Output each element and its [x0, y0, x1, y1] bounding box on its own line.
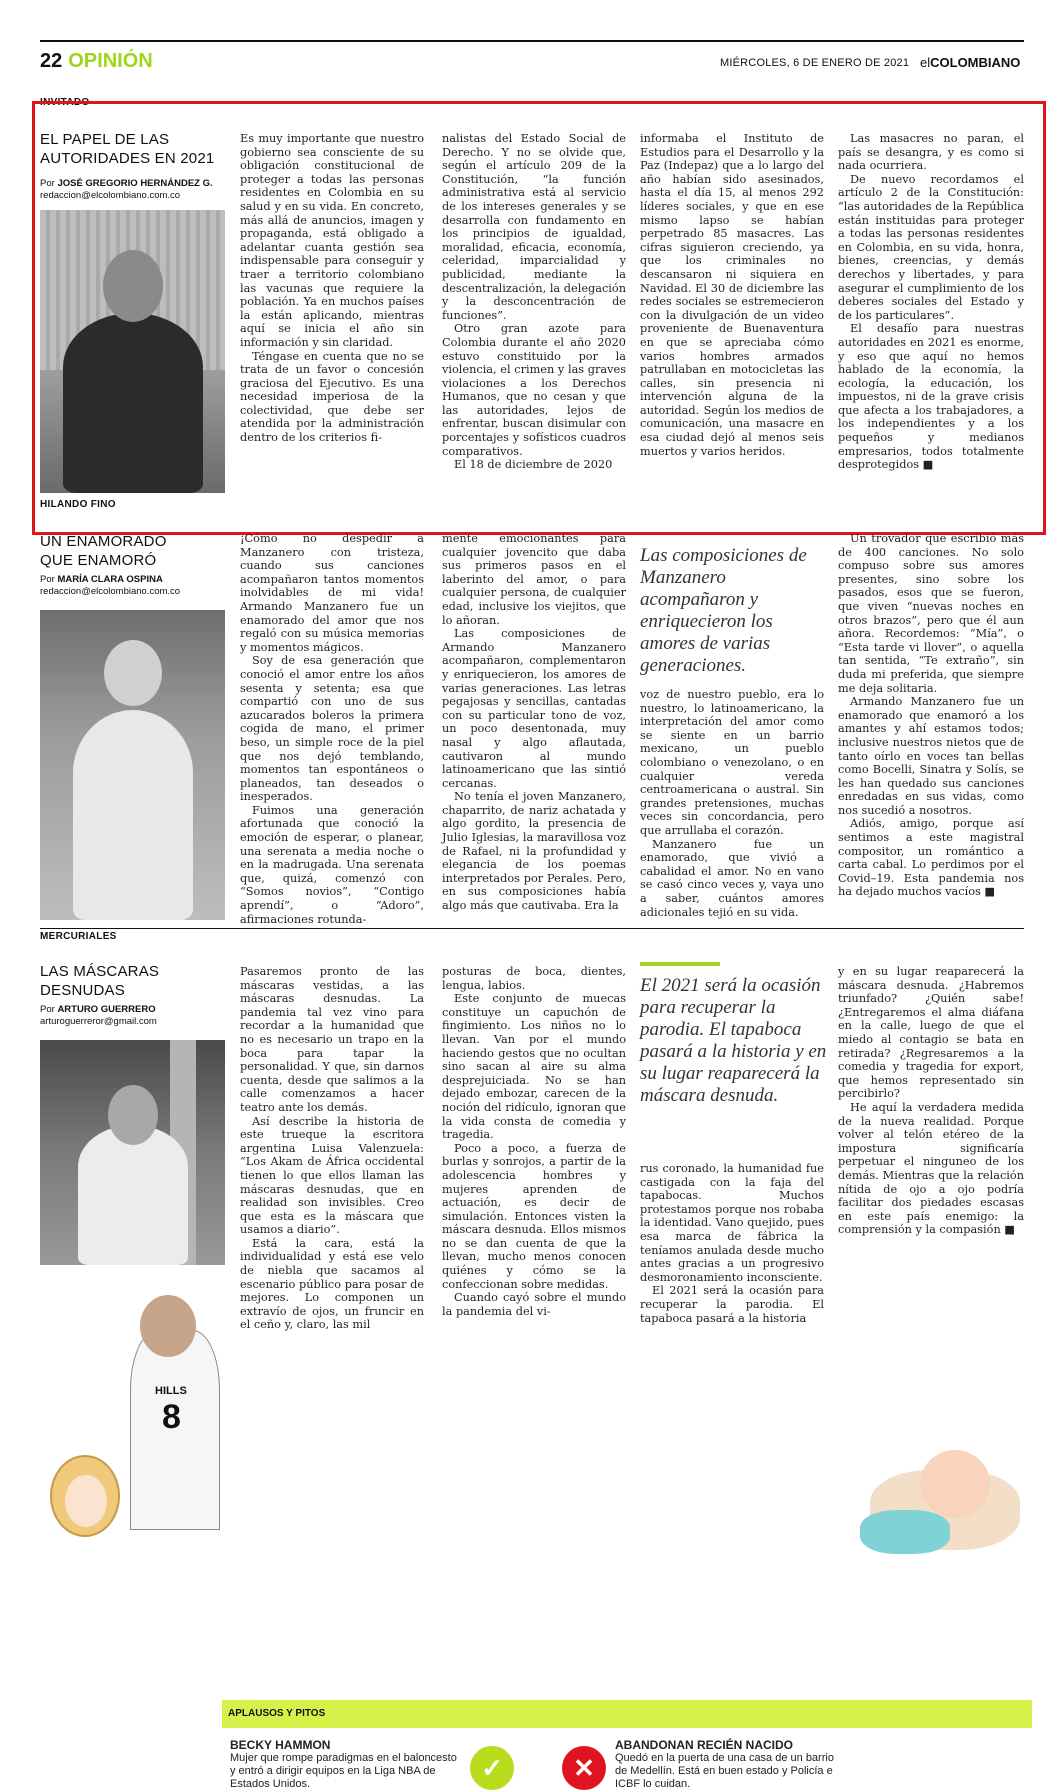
article-2-column-2: mente emocionantes para cualquier jovencito que daba sus primeros pasos en el laberinto del amor, o para cualquier persona, de cualquier edad, inclusive los viejitos, que lo añoran. Las composiciones de Armando Manzanero acompañaron, complementaron y enriquecieron, los amores de varias generaciones. Las letras pegajosas y sencillas, cantadas con su particular tono de voz, un poco desentonada, muy nasal y algo aflautada, cautivaron al mundo latinoamericano que las sintió cercanas. No tenía el joven Manzanero, chaparrito, de nariz achatada y algo gordito, la presencia de Julio Iglesias, la maravillosa voz de Rafael, ni la profundidad y elegancia de los poemas interpretados por Perales. Pero, en sus composiciones había algo más que cautivaba. Era la — [442, 532, 626, 913]
article-1-column-2: nalistas del Estado Social de Derecho. Y no se olvide que, según el artículo 209 de la Constitución, “la función administrativa está al servicio de los intereses generales y se desarrolla con fundamento en los principios de igualdad, moralidad, eficacia, economía, celeridad, imparcialidad y publicidad, mediante la descentralización, la delegación y la desconcentración de funciones”. Otro gran azote para Colombia durante el año 2020 estuvo constituido por la violencia, el crimen y las graves violaciones a los Derechos Humanos, que no cesan y que las autoridades, lejos de enfrentar, buscan disimular con porcentajes y sofísticos cuadros comparativos. El 18 de diciembre de 2020 — [442, 132, 626, 472]
article-1-column-3: informaba el Instituto de Estudios para el Desarrollo y la Paz (Indepaz) que a lo largo del año habían sido asesinados, hasta el día 15, al menos 292 líderes sociales, y que en ese mismo lapso se habían perpetrado 85 masacres. Las cifras siguieron creciendo, ya que los criminales no descansaron ni siquiera en Navidad. El 30 de diciembre las redes sociales se estremecieron con la divulgación de un video proveniente de Buenaventura en que se apreciaba cómo varios hombres armados patrullaban en motocicletas las calles, sin presencia ni intervención alguna de la autoridad. Según los medios de comunicación, una masacre en esa ciudad dejó al menos seis muertos y varios heridos. — [640, 132, 824, 458]
article-3-column-4: y en su lugar reaparecerá la máscara desnuda. ¿Habremos triunfado? ¿Quién sabe! ¿Entregaremos el alma diáfana en la calle, luego de que el miedo al contagio se bata en retirada? ¿Regresaremos a la comedia y tragedia for export, que hemos representado sin percibirlo? He aquí la verdadera medida de la nueva realidad. Porque volver al telón etéreo de la impostura significaría perpetuar el ninguneo de los demás. Mientras que la relación nítida de ojo a ojo podría facilitar dos piedades escasas en este país enemigo: la comprensión y la compasión ■ — [838, 965, 1024, 1237]
illustration-becky — [40, 1385, 220, 1554]
aplausos-label: APLAUSOS Y PITOS — [228, 1708, 326, 1719]
article-2-byline: Por MARÍA CLARA OSPINA redaccion@elcolombiano.com.co — [40, 574, 235, 598]
article-1-headline: EL PAPEL DE LAS AUTORIDADES EN 2021 — [40, 131, 215, 167]
article-2-column-1: ¡Cómo no despedir a Manzanero con tristeza, cuando sus canciones acompañaron tantos momentos inolvidables de mi vida! Armando Manzanero fue un enamorado del amor que nos regaló con su música memorias y momentos mágicos. Soy de esa generación que conoció el amor entre los años sesenta y setenta; esa que compartió con uno de sus azucarados boleros la primera cogida de mano, el primer beso, un simple roce de la piel que nos dejó temblando, momentos tan espontáneos o planeados, tan deseados o inesperados. Fuimos una generación afortunada que conoció la emoción de esperar, o planear, una serenata a media noche o en la madrugada. Una serenata que, quizá, comenzó con “Somos novios”, “Contigo aprendí”, o “Adoro”, afirmaciones rotunda- — [240, 532, 424, 926]
aplausos-bar — [222, 1700, 1032, 1728]
check-icon: ✓ — [470, 1746, 514, 1790]
illustration-baby — [860, 1440, 1030, 1554]
pito-item: ABANDONAN RECIÉN NACIDO Quedó en la puerta de una casa de un barrio de Medellín. Está en buen estado y Policía e ICBF lo cuidan. — [615, 1738, 834, 1790]
pull-quote: Las composiciones de Manzanero acompañaron y enriquecieron los amores de varias generaciones. — [640, 545, 807, 676]
jersey-text: HILLS — [155, 1385, 187, 1397]
section-title: OPINIÓN — [68, 50, 153, 72]
article-3-column-2: posturas de boca, dientes, lengua, labios. Este conjunto de muecas constituye un capuchón de fingimiento. Los niños no lo llevan. Van por el mundo haciendo gestos que no ocultan sino sacan al aire su alma desprejuiciada. No se han dejado embozar, carecen de la noción del ridículo, ignoran que la vida consta de comedia y tragedia. Poco a poco, a fuerza de burlas y sonrojos, a partir de la adolescencia hombres y mujeres aprenden de actuación, es decir de simulación. Entonces visten la máscara desnuda. Ellos mismos no se dan cuenta de que la llevan, mucho menos conocen quiénes y cómo se la confeccionan sobre medidas. Cuando cayó sobre el mundo la pandemia del vi- — [442, 965, 626, 1318]
section-label-invitado: INVITADO — [40, 97, 90, 108]
article-3-headline: LAS MÁSCARAS DESNUDAS — [40, 963, 160, 999]
jersey-number: 8 — [162, 1398, 181, 1436]
author-email: redaccion@elcolombiano.com.co — [40, 586, 181, 597]
newspaper-logo: elCOLOMBIANO — [920, 55, 1021, 70]
author-photo — [40, 1040, 225, 1265]
column-label: HILANDO FINO — [40, 499, 116, 510]
issue-date: MIÉRCOLES, 6 DE ENERO DE 2021 — [720, 57, 910, 69]
article-2-headline: UN ENAMORADO QUE ENAMORÓ — [40, 533, 167, 569]
article-3-column-1: Pasaremos pronto de las máscaras vestidas, a las máscaras desnudas. La pandemia tal vez vino para recordar a la humanidad que no es necesario un trapo en la boca para tapar la personalidad. Y que, sin darnos cuenta, desde que salimos a la calle comenzamos a hacer teatro ante los demás. Así describe la historia de este trueque la escritora argentina Luisa Valenzuela: “Los Akam de África occidental tienen lo que ellos llaman las máscaras desnudas, que en realidad son invisibles. Creo que esta es la máscara que usamos a diario”. Está la cara, está la individualidad y está ese velo de niebla que sacamos al escenario público para posar de mejores. Lo componen un extravío de ojos, un fruncir en el ceño y, claro, las mil — [240, 965, 424, 1332]
article-2-column-4: Un trovador que escribió más de 400 canciones. No solo compuso sobre sus amores presentes, sino sobre los pasados, esos que se fueron, que viven “nuevas noches en otros brazos”, pero que él aun añora. Recordemos: “Mía”, o “Esta tarde vi llover”, o aquella tan sentida, “Te extraño”, sin duda mi preferida, que siempre me deja solitaria. Armando Manzanero fue un enamorado que enamoró a los amantes y ahí estamos todos; inclusive nuestros nietos que de tanto oírlo en voces tan bellas como Bocelli, Sinatra y Solís, se les han quedado sus canciones enredadas en sus vidas, como nos sucedió a nosotros. Adiós, amigo, porque así sentimos a este magistral compositor, un romántico a carta cabal. Lo perdimos por el Covid–19. Esta pandemia nos ha dejado muchos vacíos ■ — [838, 532, 1024, 899]
highlight-box — [32, 101, 1046, 535]
pull-quote-accent — [640, 962, 720, 966]
author-email: arturoguerreror@gmail.com — [40, 1016, 157, 1027]
article-1-byline: Por JOSÉ GREGORIO HERNÁNDEZ G. redaccion@elcolombiano.com.co — [40, 178, 235, 202]
aplauso-item: BECKY HAMMON Mujer que rompe paradigmas en el baloncesto y entró a dirigir equipos en la Liga NBA de Estados Unidos. — [230, 1738, 457, 1790]
article-3-column-3: rus coronado, la humanidad fue castigada con la faja del tapabocas. Muchos protestamos porque nos robaba la identidad. Vano quejido, pues esa marca de fábrica la teníamos anulada desde mucho antes gracias a un progresivo desmoronamiento inconsciente. El 2021 será la ocasión para recuperar la parodia. El tapaboca pasará a la historia — [640, 1162, 824, 1325]
page-number: 22 — [40, 50, 63, 72]
author-email: redaccion@elcolombiano.com.co — [40, 190, 181, 201]
article-3-byline: Por ARTURO GUERRERO arturoguerreror@gmail.com — [40, 1004, 235, 1028]
article-1-column-1: Es muy importante que nuestro gobierno sea consciente de su obligación constitucional de proteger a todas las personas residentes en Colombia en su salud y en su vida. En concreto, más allá de anuncios, imagen y propaganda, está obligado a adelantar cuanta gestión sea indispensable para conseguir y traer a territorio colombiano las vacunas que requiere la población. Ya en muchos países la están aplicando, mientras aquí se inicia el año sin información y sin claridad. Téngase en cuenta que no se trata de un favor o concesión graciosa del Ejecutivo. Es una necesidad imperiosa de la colectividad, que debe ser atendida por la administración dentro de los criterios fi- — [240, 132, 424, 445]
cross-icon: ✕ — [562, 1746, 606, 1790]
article-2-column-3: voz de nuestro pueblo, era lo nuestro, lo latinoamericano, la interpretación del amor como se siente en un barrio mexicano, un pueblo colombiano o venezolano, o en cualquier vereda centroamericana o austral. Sin grandes pretensiones, muchas veces sin concordancia, pero que arrullaba el corazón. Manzanero fue un enamorado, que vivió a cabalidad el amor. No en vano se casó cinco veces y, vaya uno a saber, cuántos amores adicionales tejió en su vida. — [640, 688, 824, 919]
pull-quote: El 2021 será la ocasión para recuperar la parodia. El tapaboca pasará a la historia y en su lugar reaparecerá la máscara desnuda. — [640, 975, 827, 1106]
section-label-mercuriales: MERCURIALES — [40, 931, 117, 942]
page-header — [40, 50, 153, 73]
header-rule — [40, 40, 1024, 42]
author-photo — [40, 610, 225, 920]
section-divider — [40, 928, 1024, 929]
article-1-column-4: Las masacres no paran, el país se desangra, y es como si nada ocurriera. De nuevo recordamos el artículo 2 de la Constitución: “las autoridades de la República están instituidas para proteger a todas las personas residentes en Colombia, en su vida, honra, bienes, creencias, y demás derechos y libertades, y para asegurar el cumplimiento de los deberes sociales del Estado y de los particulares”. El desafío para nuestras autoridades en 2021 es enorme, y eso que aquí no hemos hablado de la economía, la ecología, la educación, los impuestos, ni de la grave crisis que afecta a los trabajadores, a los independientes y a los pequeños y medianos empresarios, todos totalmente desprotegidos ■ — [838, 132, 1024, 472]
